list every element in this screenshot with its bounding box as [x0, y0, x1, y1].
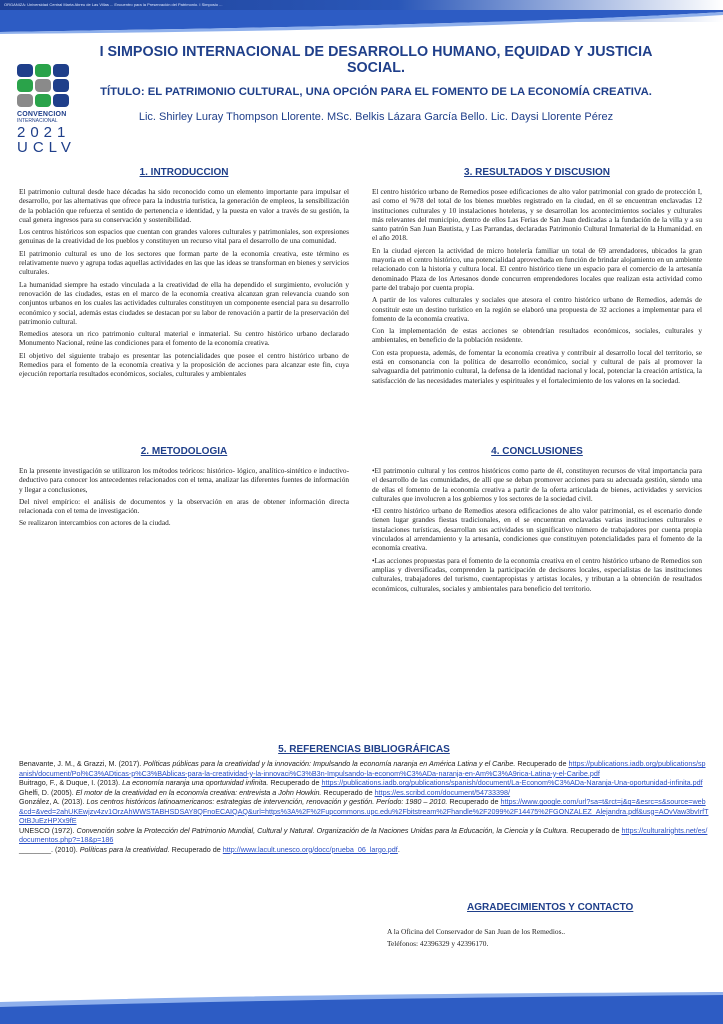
section-heading: AGRADECIMIENTOS Y CONTACTO: [467, 902, 634, 913]
reference-link[interactable]: https://publications.iadb.org/publications/spanish/document/La-Econom%C3%ADa-Naranja-Una-oportunidad-infinita.pdf: [321, 778, 703, 787]
contact-phones: Teléfonos: 42396329 y 42396170.: [387, 939, 489, 948]
reference-item: González, A. (2013). Los centros históricos latinoamericanos: estrategias de intervención, renovación y gestión. Período: 1980 – 2010. Recuperado de https://www.google.com/url?sa=t&rct=j&q=&esrc=s&source=web&cd=&ved=2ahUKEwjzv4zv1OrzAhWWSTABHSDSAY8QFnoECAIQAQ&url=https%3A%2F%2Fupcommons.upc.edu%2Fbitstream%2Fhandle%2F2099%2F14475%2FGONZALEZ_Alejandra.pdf&usg=AOvVaw3bvIrfTOtBJuEzHPXx9fE: [19, 797, 709, 825]
paragraph: El centro histórico urbano de Remedios posee edificaciones de alto valor patrimonial con grado de protección I, así como el %78 del total de los bienes muebles registrado en la ciudad, en él se encuentran enclavadas 12 instituciones culturales y 10 instalaciones hoteleras, y se desarrollan los acontecimientos sociales y culturales más relevantes del municipio, dentro de ellos Las Ferias de San Juan dedicadas a la fundación de la villa y a su santo patrón San Juan Bautista, y Las Parrandas, declaradas Patrimonio Cultural Inmaterial de la Humanidad. en el año 2018.: [372, 187, 702, 243]
section-heading: 1. INTRODUCCION: [139, 167, 229, 178]
paragraph: Remedios atesora un rico patrimonio cultural material e inmaterial. Su centro histórico urbano declarado Monumento Nacional, reúne las condiciones para el fomento de la economía creativa.: [19, 329, 349, 348]
reference-link[interactable]: https://www.google.com/url?sa=t&rct=j&q=&esrc=s&source=web&cd=&ved=2ahUKEwjzv4zv1OrzAhWWSTABHSDSAY8QFnoECAIQAQ&url=https%3A%2F%2Fupcommons.upc.edu%2Fbitstream%2Fhandle%2F2099%2F14475%2FGONZALEZ_Alejandra.pdf&usg=AOvVaw3bvIrfTOtBJuEzHPXx9fE: [19, 797, 709, 825]
section-body: [372, 187, 702, 385]
section-body: [19, 466, 349, 528]
reference-link[interactable]: https://culturalrights.net/es/documentos.php?=18&p=186: [19, 825, 708, 844]
logo-tile: [17, 64, 33, 77]
logo-line1: CONVENCION: [17, 111, 67, 118]
convention-logo: [17, 64, 76, 156]
paragraph: La humanidad siempre ha estado vinculada a la creatividad de ella ha dependido el surgimiento, evolución y renovación de las ciudades, estas en el marco de la economía creativa alcanzan gran relevancia cuando son conjuntos urbanos en los cuales las actividades culturales constituyen un componente esencial para su desarrollo económico y social, además estas ciudades se destacan por su labor de renovación a partir de la preservación del patrimonio cultural.: [19, 279, 349, 326]
paragraph: Del nivel empírico: el análisis de documentos y la observación en aras de obtener información directa relacionada con el tema de investigación.: [19, 496, 349, 516]
logo-tile: [35, 64, 51, 77]
paragraph: •El patrimonio cultural y los centros históricos como parte de él, constituyen recursos de vital importancia para el desarrollo de las comunidades, de allí que se deban promover acciones para su adecuada gestión, siendo una de ellas el fomento de la economía creativa a partir de la oferta articulada de bienes, actividades y servicios culturales que involucren a los gobiernos y los sectores de la sociedad civil.: [372, 466, 702, 503]
paragraph: •Las acciones propuestas para el fomento de la economía creativa en el centro histórico urbano de Remedios son amplias y diversificadas, comprenden la participación de decisores locales, especialistas de las instituciones culturales, trabajadores del turismo, cuentapropistas y artistas locales, y tributan a la obtención de resultados económicos, culturales, sociales y ambientales para beneficio del territorio.: [372, 555, 702, 593]
paragraph: Con esta propuesta, además, de fomentar la economía creativa y contribuir al desarrollo local del territorio, se está en consonancia con la política de desarrollo económico, social y cultural de país al promover la salvaguardia del patrimonio cultural, la defensa de la identidad nacional y local, potenciar la creación artística, la satisfacción de las necesidades materiales y espirituales y el fortalecimiento de los valores en la sociedad.: [372, 347, 702, 385]
paragraph: El objetivo del siguiente trabajo es presentar las potencialidades que posee el centro histórico urbano de Remedios para el fomento de la economía creativa y la proposición de acciones para alcanzar este fin, cuya ejecución reportaría resultados económicos, sociales, culturales y ambientales: [19, 350, 349, 379]
paragraph: El patrimonio cultural es uno de los sectores que forman parte de la economía creativa, este término es relativamente nuevo y agrupa todas aquellas actividades en las que las ideas se transforman en bienes y servicios culturales.: [19, 248, 349, 277]
reference-link[interactable]: https://es.scribd.com/document/54733398/: [374, 787, 511, 797]
logo-tile: [53, 64, 69, 77]
section-methodology: [19, 446, 349, 531]
section-acknowledgements: [387, 902, 677, 950]
logo-tile: [35, 94, 51, 107]
logo-tile: [53, 94, 69, 107]
section-heading: 3. RESULTADOS Y DISCUSION: [464, 167, 610, 178]
paragraph: En la ciudad ejercen la actividad de micro hotelería familiar un total de 69 arrendadores, ubicados la gran mayoría en el centro histórico, una potencialidad aprovechada en función de brindar alojamiento en un ambiente relacionado con la historia y cultura local. El centro histórico tiene un espacio para el comercio de la artesanía denominado Plaza de los Artesanos donde concurren emprendedores locales que realizan esta actividad como parte del trabajo por cuenta propia.: [372, 245, 702, 292]
section-conclusions: [372, 446, 702, 596]
logo-tile: [17, 94, 33, 107]
paragraph: Se realizaron intercambios con actores de la ciudad.: [19, 518, 171, 528]
paragraph: Los centros históricos son espacios que cuentan con grandes valores culturales y patrimoniales, son expresiones genuinas de la creatividad de los pueblos y constituyen un recurso vital para el desarrollo de una comunidad.: [19, 227, 349, 246]
section-heading: 2. METODOLOGIA: [140, 446, 228, 457]
paragraph: Con la implementación de estas acciones se obtendrían resultados económicos, sociales, culturales y ambientales, en beneficio de la población residente.: [372, 326, 702, 345]
section-heading: 4. CONCLUSIONES: [491, 446, 583, 457]
section-body: [372, 466, 702, 593]
section-results: [372, 167, 702, 388]
poster-authors: Lic. Shirley Luray Thompson Llorente. MSc. Belkis Lázara García Bello. Lic. Daysi Llorente Pérez: [138, 111, 614, 123]
reference-list: [19, 759, 709, 854]
logo-mark: [17, 64, 71, 107]
logo-year: 2021: [17, 124, 71, 141]
logo-tile: [53, 79, 69, 92]
reference-item: Benavante, J. M., & Grazzi, M. (2017). Políticas públicas para la creatividad y la innovación: Impulsando la economía naranja en América Latina y el Caribe. Recuperado de https://publications.iadb.org/publications/spanish/document/Pol%C3%ADticas-p%C3%BAblicas-para-la-creatividad-y-la-innovaci%C3%B3n-Impulsando-la-econom%C3%ADa-naranja-en-Am%C3%A9rica-Latina-y-el-Caribe.pdf: [19, 759, 706, 778]
paragraph: En la presente investigación se utilizaron los métodos teóricos: histórico- lógico, analítico-sintético e inductivo-deductivo para conocer los antecedentes relacionados con el tema, analizar las diferentes fuentes de información y llegar a conclusiones,: [19, 466, 349, 494]
paragraph: El patrimonio cultural desde hace décadas ha sido reconocido como un elemento importante para impulsar el desarrollo, por las alternativas que ofrece para la industria turística, la generación de empleos, la sensibilización de la población que refuerza el sentido de pertenencia e identidad, y la puesta en valor a través de su gestión, la cual genera ingresos para su conservación y sostenibilidad.: [19, 187, 349, 224]
reference-link[interactable]: https://publications.iadb.org/publications/spanish/document/Pol%C3%ADticas-p%C3%BAblicas-para-la-creatividad-y-la-innovaci%C3%B3n-Impulsando-la-econom%C3%ADa-naranja-en-Am%C3%A9rica-Latina-y-el-Caribe.pdf: [19, 759, 706, 778]
reference-item: Buitrago, F., & Duque, I. (2013). La economía naranja una oportunidad infinita. Recuperado de https://publications.iadb.org/publications/spanish/document/La-Econom%C3%ADa-Naranja-Una-oportunidad-infinita.pdf: [19, 778, 703, 787]
logo-tile: [17, 79, 33, 92]
top-strip-text: ORGANIZA: Universidad Central Marta Abreu de Las Villas ... Encuentro para la Preservación del Patrimonio. I Simposio ...: [4, 2, 223, 7]
reference-item: Ghelfi, D. (2005). El motor de la creatividad en la economía creativa: entrevista a John Howkin. Recuperado de https://es.scribd.com/document/54733398/: [19, 787, 511, 797]
section-heading: 5. REFERENCIAS BIBLIOGRÁFICAS: [278, 744, 450, 755]
section-body: [19, 187, 349, 379]
reference-item: ________. (2010). Políticas para la creatividad. Recuperado de http://www.lacult.unesco.org/docc/prueba_06_largo.pdf.: [19, 844, 400, 854]
poster-header: [96, 44, 656, 124]
reference-link[interactable]: http://www.lacult.unesco.org/docc/prueba_06_largo.pdf: [222, 844, 398, 854]
poster-title: I SIMPOSIO INTERNACIONAL DE DESARROLLO HUMANO, EQUIDAD Y JUSTICIA SOCIAL.: [99, 44, 653, 76]
ack-line: A la Oficina del Conservador de San Juan de los Remedios..: [387, 927, 566, 936]
logo-line2: INTERNACIONAL: [17, 118, 58, 124]
logo-acronym: UCLV: [17, 139, 76, 156]
logo-tile: [35, 79, 51, 92]
poster-subtitle: TÍTULO: EL PATRIMONIO CULTURAL, UNA OPCIÓN PARA EL FOMENTO DE LA ECONOMÍA CREATIVA.: [100, 86, 652, 98]
paragraph: A partir de los valores culturales y sociales que atesora el centro histórico urbano de Remedios, además de constituir este un destino turístico en la región se elaboró una propuesta de 32 acciones a implementar para el fomento de la economía creativa.: [372, 295, 702, 323]
bottom-wave-decoration: [0, 992, 723, 1024]
section-references: [19, 744, 709, 854]
top-wave-decoration: [0, 10, 723, 34]
section-introduction: [19, 167, 349, 382]
paragraph: •El centro histórico urbano de Remedios atesora edificaciones de alto valor patrimonial, es el escenario donde tienen lugar grandes fiestas tradicionales, en el se encuentran enclavadas varias instituciones culturales e instalaciones turísticas, desarrollan sus actividades un significativo número de trabajadores por cuenta propia vinculados al arrendamiento y la artesanía, condiciones que constituyen potencialidades para el fomento de la economía creativa.: [372, 506, 702, 553]
reference-item: UNESCO (1972). Convención sobre la Protección del Patrimonio Mundial, Cultural y Natural. Organización de la Naciones Unidas para la Educación, la Ciencia y la Cultura. Recuperado de https://culturalrights.net/es/documentos.php?=18&p=186: [19, 825, 708, 844]
